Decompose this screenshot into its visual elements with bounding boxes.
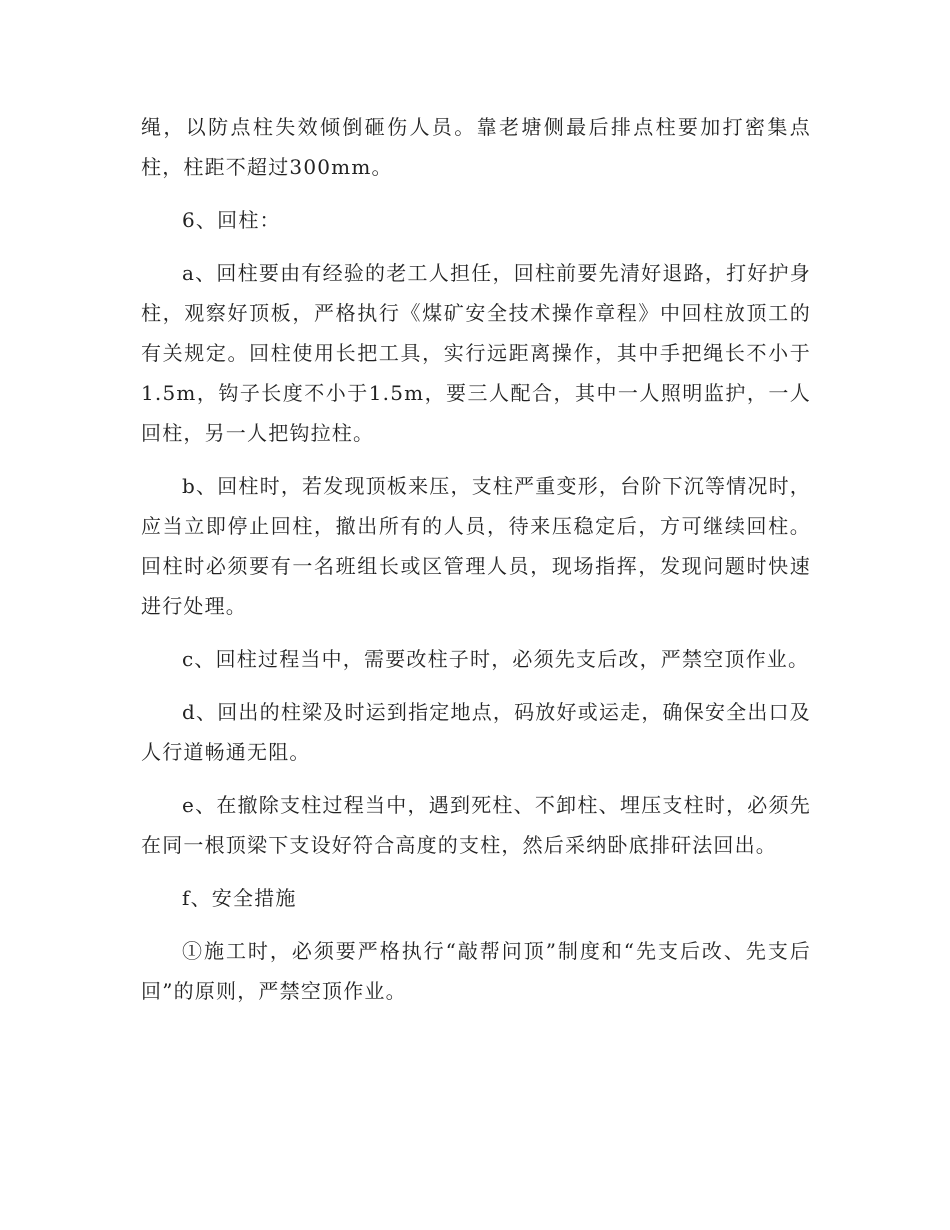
paragraph-b: b、回柱时，若发现顶板来压，支柱严重变形，台阶下沉等情况时，应当立即停止回柱，撤出所有的人员，待来压稳定后，方可继续回柱。回柱时必须要有一名班组长或区管理人员，现场指挥，发现问题时快速进行处理。 — [141, 474, 811, 618]
paragraph-f1: ①施工时，必须要严格执行“敲帮问顶”制度和“先支后改、先支后回”的原则，严禁空顶作业。 — [141, 939, 811, 1003]
paragraph-f-heading: f、安全措施 — [182, 886, 297, 910]
paragraph-a: a、回柱要由有经验的老工人担任，回柱前要先清好退路，打好护身柱，观察好顶板，严格执行《煤矿安全技术操作章程》中回柱放顶工的有关规定。回柱使用长把工具，实行远距离操作，其中手把绳长不小于1.5m，钩子长度不小于1.5m，要三人配合，其中一人照明监护，一人回柱，另一人把钩拉柱。 — [141, 261, 811, 445]
paragraph-d: d、回出的柱梁及时运到指定地点，码放好或运走，确保安全出口及人行道畅通无阻。 — [141, 700, 811, 764]
paragraph-continuation: 绳，以防点柱失效倾倒砸伤人员。靠老塘侧最后排点柱要加打密集点柱，柱距不超过300mm。 — [141, 115, 811, 179]
document-body — [141, 107, 811, 1024]
paragraph-c: c、回柱过程当中，需要改柱子时，必须先支后改，严禁空顶作业。 — [182, 647, 810, 671]
paragraph-e: e、在撤除支柱过程当中，遇到死柱、不卸柱、埋压支柱时，必须先在同一根顶梁下支设好符合高度的支柱，然后采纳卧底排矸法回出。 — [141, 793, 811, 857]
section-heading-6: 6、回柱： — [182, 208, 281, 232]
